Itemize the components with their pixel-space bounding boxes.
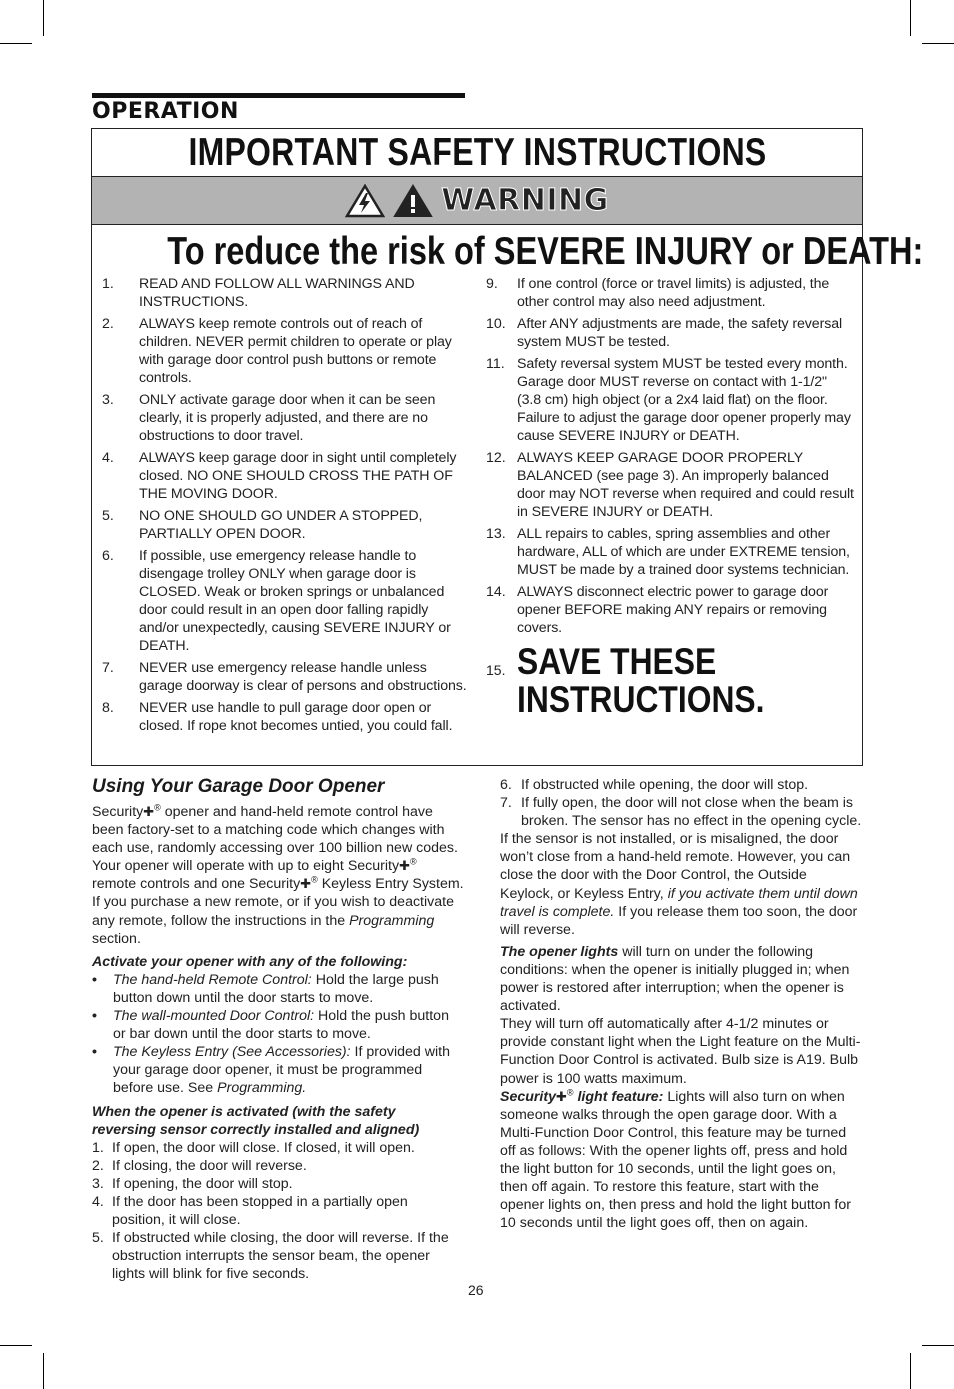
warning-number: 2. bbox=[102, 316, 114, 332]
step-text: If the door has been stopped in a partially open position, it will close. bbox=[112, 1193, 408, 1229]
warning-text: ALL repairs to cables, spring assemblies and other hardware, ALL of which are under EXTREME tension, MUST be made by a trained door systems technician. bbox=[517, 526, 850, 578]
warning-number: 11. bbox=[486, 356, 505, 372]
warning-text: NO ONE SHOULD GO UNDER A STOPPED, PARTIALLY OPEN DOOR. bbox=[139, 508, 423, 542]
step-text: If obstructed while closing, the door will reverse. If the obstruction interrupts the sensor beam, the opener lights will blink for five seconds. bbox=[112, 1230, 449, 1283]
list-item bbox=[500, 794, 862, 830]
list-item bbox=[92, 1139, 464, 1157]
warning-number: 6. bbox=[102, 548, 114, 564]
sensor-text: If you release them too soon, the door will reverse. bbox=[500, 903, 858, 938]
save-line: INSTRUCTIONS. bbox=[517, 679, 765, 720]
intro-text: Keyless Entry System. If you purchase a new remote, or if you wish to deactivate any remote, follow the instructions in the bbox=[92, 876, 464, 929]
warning-number: 15. bbox=[486, 662, 506, 678]
intro-text: remote controls and one bbox=[92, 876, 249, 893]
bullet-mark: • bbox=[92, 1008, 97, 1025]
warning-item bbox=[482, 315, 854, 351]
step-text: If open, the door will close. If closed, it will open. bbox=[112, 1139, 415, 1156]
step-number: 1. bbox=[92, 1139, 104, 1156]
step-number: 7. bbox=[500, 795, 512, 812]
bullet-text: Hold the push button or bar down until the door starts to move. bbox=[113, 1008, 449, 1043]
warning-text: If one control (force or travel limits) is adjusted, the other control may also need adjustment. bbox=[517, 276, 830, 310]
safety-header bbox=[92, 129, 862, 177]
warning-text: NEVER use emergency release handle unless garage doorway is clear of persons and obstructions. bbox=[139, 660, 467, 694]
warning-item bbox=[482, 355, 854, 445]
light-feature-label: light feature: bbox=[573, 1088, 664, 1105]
warning-number: 13. bbox=[486, 526, 506, 542]
save-instructions-text bbox=[517, 643, 764, 719]
list-item bbox=[92, 1043, 464, 1097]
security-plus-icon: ✚ bbox=[300, 876, 312, 892]
list-item bbox=[92, 1175, 464, 1193]
registered-mark: ® bbox=[154, 802, 161, 813]
warning-text: ALWAYS keep garage door in sight until completely closed. NO ONE SHOULD CROSS THE PATH OF THE MOVING DOOR. bbox=[139, 450, 457, 502]
list-item bbox=[92, 1157, 464, 1175]
list-item bbox=[92, 971, 464, 1007]
warning-text: If possible, use emergency release handle to disengage trolley ONLY when garage door is CLOSED. Weak or broken springs or unbalanced door could result in an open door falling rapidly and/or unexpectedly, causing SEVERE INJURY or DEATH. bbox=[139, 548, 451, 654]
warning-number: 10. bbox=[486, 316, 506, 332]
crop-mark bbox=[910, 0, 911, 36]
crop-mark bbox=[0, 1345, 32, 1346]
warning-triangle-icon bbox=[393, 184, 433, 218]
step-text: If fully open, the door will not close when the beam is broken. The sensor has no effect in the opening cycle. bbox=[521, 795, 862, 830]
sensor-text: If the sensor is not installed, or is misaligned, the door won’t close from a hand-held remote. However, you can close the door with the Door Control, the Outside Keylock, or Keyless Entry, bbox=[500, 831, 851, 902]
step-text: If obstructed while opening, the door will stop. bbox=[521, 777, 809, 793]
warning-item bbox=[482, 449, 854, 521]
warning-item bbox=[99, 391, 467, 445]
safety-header-text: IMPORTANT SAFETY INSTRUCTIONS bbox=[187, 131, 767, 174]
warning-item bbox=[99, 659, 467, 695]
warning-number: 1. bbox=[102, 276, 114, 292]
risk-heading bbox=[92, 225, 924, 277]
step-number: 5. bbox=[92, 1230, 104, 1247]
warning-item bbox=[99, 507, 467, 543]
save-instructions bbox=[482, 643, 854, 719]
crop-mark bbox=[922, 1345, 954, 1346]
step-number: 4. bbox=[92, 1193, 104, 1210]
heading-line: reversing sensor correctly installed and aligned) bbox=[92, 1121, 420, 1138]
section-title: OPERATION bbox=[92, 99, 239, 124]
page-number: 26 bbox=[468, 1282, 484, 1298]
warning-text: ALWAYS KEEP GARAGE DOOR PROPERLY BALANCED (see page 3). An improperly balanced door may NOT reverse when required and could result in SEVERE INJURY or DEATH. bbox=[517, 450, 854, 520]
warning-text: ALWAYS disconnect electric power to garage door opener BEFORE making ANY repairs or removing covers. bbox=[517, 584, 829, 636]
warning-text: After ANY adjustments are made, the safety reversal system MUST be tested. bbox=[517, 316, 843, 350]
warning-item bbox=[482, 583, 854, 637]
when-activated-heading bbox=[92, 1103, 464, 1139]
crop-mark bbox=[43, 0, 44, 36]
security-plus-icon: ✚ bbox=[143, 804, 155, 819]
step-text: If opening, the door will stop. bbox=[112, 1175, 293, 1192]
auto-off-paragraph: They will turn off automatically after 4-1/2 minutes or provide constant light when the Light feature on the Multi-Function Door Control is activated. Bulb size is A19. Bulb power is 100 watts maximum. bbox=[500, 1016, 861, 1087]
list-item bbox=[92, 1229, 464, 1283]
step-number: 3. bbox=[92, 1175, 104, 1192]
activate-heading: Activate your opener with any of the following: bbox=[92, 953, 408, 970]
registered-mark: ® bbox=[566, 1086, 574, 1097]
brand-name: Security bbox=[248, 876, 301, 893]
safety-instructions-box bbox=[91, 128, 924, 766]
warning-band bbox=[92, 177, 862, 225]
warning-number: 7. bbox=[102, 660, 114, 676]
warning-text: ONLY activate garage door when it can be seen clearly, it is properly adjusted, and there are no obstructions to door travel. bbox=[139, 392, 436, 444]
warning-item bbox=[99, 315, 467, 387]
crop-mark bbox=[910, 1353, 911, 1389]
bullet-label: The hand-held Remote Control: bbox=[113, 971, 312, 988]
crop-mark bbox=[43, 1353, 44, 1389]
using-title: Using Your Garage Door Opener bbox=[92, 776, 385, 797]
list-item bbox=[92, 1193, 464, 1229]
warning-number: 4. bbox=[102, 450, 114, 466]
sensor-emphasis: if you activate them until down travel is complete. bbox=[500, 885, 858, 920]
intro-text: opener and hand-held remote control have been factory-set to a matching code which changes with each use, randomly accessing over 100 billion new codes. Your opener will operate with up to eight bbox=[92, 804, 458, 875]
using-right-column bbox=[500, 776, 862, 1236]
warning-number: 12. bbox=[486, 450, 506, 466]
electric-shock-icon bbox=[345, 184, 385, 218]
warning-item bbox=[99, 449, 467, 503]
sensor-paragraph bbox=[500, 830, 862, 939]
crop-mark bbox=[0, 43, 32, 44]
brand-name: Security bbox=[92, 804, 144, 820]
using-left-column bbox=[92, 774, 464, 1283]
bullet-text: Hold the large push button down until the door starts to move. bbox=[113, 971, 439, 1006]
section-rule bbox=[92, 93, 465, 98]
light-feature-paragraph bbox=[500, 1088, 862, 1233]
heading-line: When the opener is activated (with the safety bbox=[92, 1103, 396, 1120]
lights-label: The opener lights bbox=[500, 943, 619, 960]
crop-mark bbox=[922, 43, 954, 44]
bullet-label: The Keyless Entry (See Accessories): bbox=[113, 1044, 351, 1061]
programming-reference: Programming. bbox=[217, 1080, 307, 1097]
risk-heading-text: To reduce the risk of SEVERE INJURY or DEATH: bbox=[167, 230, 924, 273]
registered-mark: ® bbox=[409, 856, 417, 867]
warning-item bbox=[482, 525, 854, 579]
intro-paragraph bbox=[92, 803, 464, 948]
security-plus-icon: ✚ bbox=[556, 1088, 567, 1104]
brand-name: Security bbox=[500, 1088, 556, 1105]
bullet-mark: • bbox=[92, 971, 97, 988]
intro-text: section. bbox=[92, 930, 141, 947]
warning-text: READ AND FOLLOW ALL WARNINGS AND INSTRUCTIONS. bbox=[139, 276, 415, 310]
step-text: If closing, the door will reverse. bbox=[112, 1157, 307, 1174]
step-number: 2. bbox=[92, 1157, 104, 1174]
warnings-left-column bbox=[99, 275, 467, 739]
list-item bbox=[500, 776, 862, 794]
security-plus-icon: ✚ bbox=[399, 858, 410, 874]
warning-item bbox=[99, 547, 467, 655]
lights-paragraph bbox=[500, 943, 862, 1015]
step-number: 6. bbox=[500, 777, 512, 793]
warning-number: 8. bbox=[102, 700, 114, 716]
warnings-right-column bbox=[482, 275, 854, 719]
registered-mark: ® bbox=[311, 874, 318, 885]
bullet-text: If provided with your garage door opener, it must be programmed before use. See bbox=[113, 1044, 450, 1097]
brand-name: Security bbox=[347, 858, 400, 875]
light-feature-text: Lights will also turn on when someone walks through the open garage door. With a Multi-Function Door Control, this feature may be turned off as follows: With the opener lights off, press and hold the light button for 10 seconds, until the light goes on, then off again. To restore this feature, start with the opener lights on, then press and hold the light button for 10 seconds until the light goes off, then on again. bbox=[500, 1088, 851, 1232]
warning-text: Safety reversal system MUST be tested every month. Garage door MUST reverse on contact with 1-1/2" (3.8 cm) high object (or a 2x4 laid flat) on the floor. Failure to adjust the garage door opener properly may cause SEVERE INJURY or DEATH. bbox=[517, 356, 851, 444]
bullet-mark: • bbox=[92, 1044, 97, 1061]
warning-number: 9. bbox=[486, 276, 498, 292]
warning-text: ALWAYS keep remote controls out of reach of children. NEVER permit children to operate or play with garage door control push buttons or remote controls. bbox=[139, 316, 452, 386]
bullet-label: The wall-mounted Door Control: bbox=[113, 1008, 315, 1025]
warning-item bbox=[99, 699, 467, 735]
lights-text: will turn on under the following conditions: when the opener is initially plugged in; when power is restored after interruption; when the opener is activated. bbox=[500, 943, 850, 1015]
warning-number: 3. bbox=[102, 392, 114, 408]
warning-text: NEVER use handle to pull garage door open or closed. If rope knot becomes untied, you could fall. bbox=[139, 700, 453, 734]
warning-number: 14. bbox=[486, 584, 506, 600]
save-line: SAVE THESE bbox=[517, 641, 717, 682]
warning-item bbox=[482, 275, 854, 311]
programming-reference: Programming bbox=[349, 912, 435, 929]
warning-label: WARNING bbox=[441, 183, 609, 218]
list-item bbox=[92, 1007, 464, 1043]
warning-number: 5. bbox=[102, 508, 114, 524]
warning-item bbox=[99, 275, 467, 311]
